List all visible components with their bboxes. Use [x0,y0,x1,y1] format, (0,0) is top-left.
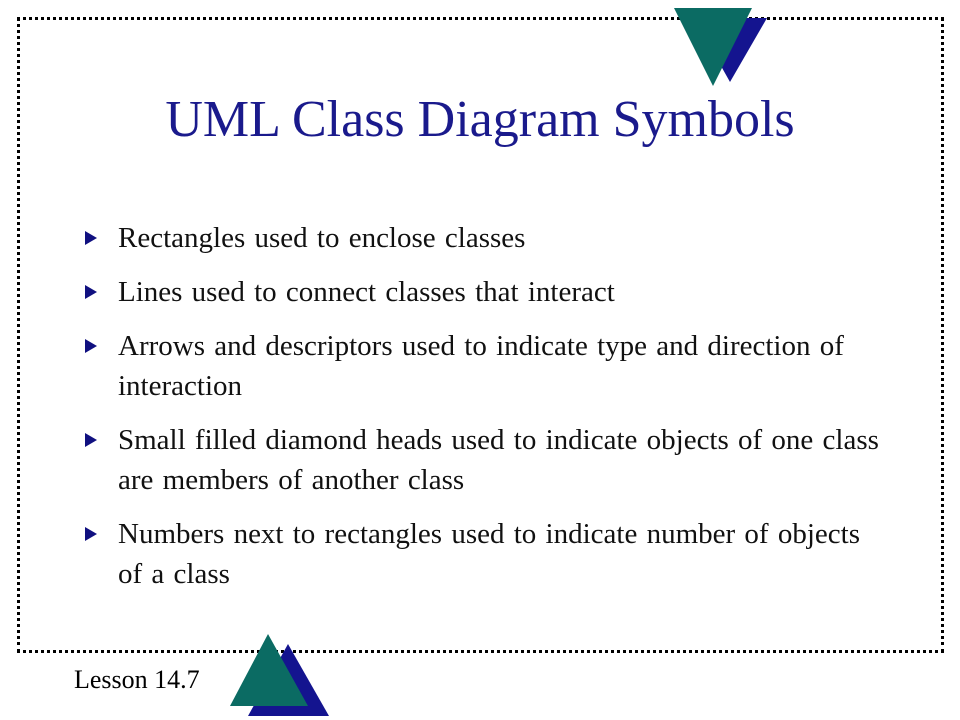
up-triangle-pair-icon [228,634,332,720]
page-title: UML Class Diagram Symbols [165,91,795,148]
triangle-right-icon [85,285,97,299]
bullet-text: Lines used to connect classes that interact [118,276,615,308]
list-item [84,420,884,500]
triangle-right-icon [85,527,97,541]
bullet-text: Small filled diamond heads used to indicate objects of one class are members of another class [118,424,879,496]
lesson-label: Lesson 14.7 [74,665,200,694]
triangle-right-icon [85,231,97,245]
down-triangle-pair-icon [672,6,772,88]
triangle-right-icon [85,339,97,353]
bullet-text: Arrows and descriptors used to indicate type and direction of interaction [118,330,844,402]
list-item [84,272,884,312]
list-item [84,326,884,406]
bullet-text: Rectangles used to enclose classes [118,222,526,254]
bullet-text: Numbers next to rectangles used to indicate number of objects of a class [118,518,860,590]
triangle-right-icon [85,433,97,447]
list-item [84,218,884,258]
bullet-list [84,218,884,608]
list-item [84,514,884,594]
